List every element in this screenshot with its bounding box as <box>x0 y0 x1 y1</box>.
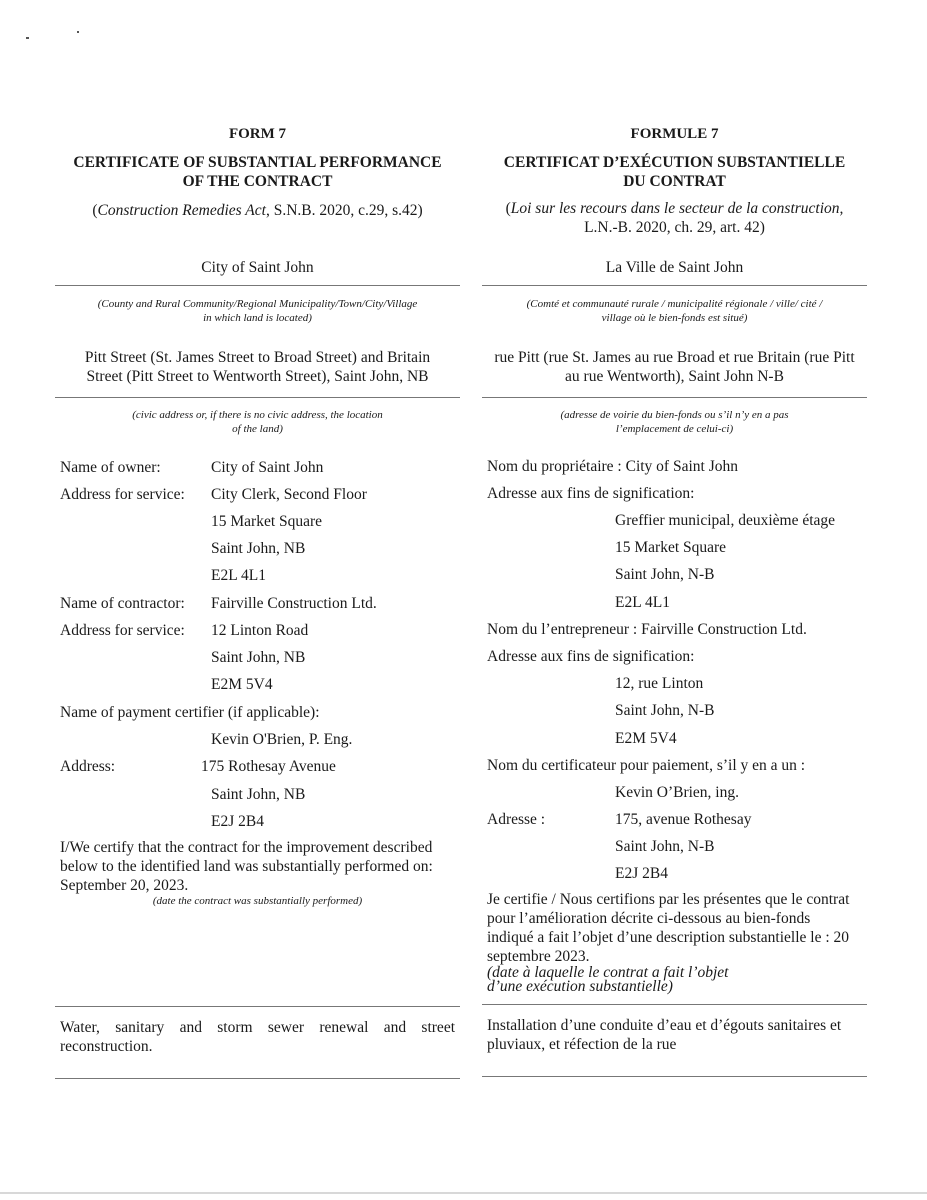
contractor-address-line-1: 12 Linton Road <box>211 622 309 639</box>
municipality-value: City of Saint John <box>201 259 314 276</box>
improvement-description: Water, sanitary and storm sewer renewal and street reconstruction. <box>60 1019 455 1055</box>
certifier-value: Kevin O'Brien, P. Eng. <box>211 731 353 748</box>
certification-line-3: indiqué a fait l’objet d’une description substantielle le : 20 <box>487 929 850 946</box>
certifier-address-line-1: 175, avenue Rothesay <box>615 811 752 828</box>
certification-date: septembre 2023. <box>487 948 590 965</box>
owner-address-label: Adresse aux fins de signification: <box>487 485 695 502</box>
certifier-address-line-2: Saint John, NB <box>211 786 306 803</box>
owner-address-label: Address for service: <box>60 486 185 503</box>
field-rule <box>55 1078 460 1079</box>
location-line-1: rue Pitt (rue St. James au rue Broad et rue Britain (rue Pitt <box>494 349 855 366</box>
owner-line: Nom du propriétaire : City of Saint John <box>487 458 738 475</box>
act-citation: , S.N.B. 2020, c.29, s.42) <box>265 202 423 219</box>
contractor-address-line-1: 12, rue Linton <box>615 675 704 692</box>
act-title: Loi sur les recours dans le secteur de la construction, <box>510 200 844 217</box>
certificate-title-line-2: OF THE CONTRACT <box>182 173 333 190</box>
certificate-title-line-1: CERTIFICATE OF SUBSTANTIAL PERFORMANCE <box>73 154 442 171</box>
field-rule <box>55 285 460 286</box>
owner-label: Name of owner: <box>60 459 161 476</box>
improvement-line-1: Installation d’une conduite d’eau et d’égouts sanitaires et <box>487 1017 842 1034</box>
certification-date-note-2: d’une exécution substantielle) <box>487 978 673 995</box>
municipality-note-1: (County and Rural Community/Regional Municipality/Town/City/Village <box>97 298 418 310</box>
contractor-label: Name of contractor: <box>60 595 185 612</box>
certification-date: September 20, 2023. <box>60 877 189 894</box>
act-title: Construction Remedies Act <box>97 202 266 219</box>
certifier-address-line-3: E2J 2B4 <box>615 865 668 882</box>
location-note-1: (adresse de voirie du bien-fonds ou s’il n’y en a pas <box>560 409 789 421</box>
certification-date-note: (date the contract was substantially performed) <box>152 895 363 907</box>
english-column <box>55 0 460 1200</box>
owner-address-line-4: E2L 4L1 <box>615 594 670 611</box>
certifier-address-line-2: Saint John, N-B <box>615 838 715 855</box>
owner-address-line-2: 15 Market Square <box>615 539 727 556</box>
municipality-note-1: (Comté et communauté rurale / municipalité régionale / ville/ cité / <box>526 298 823 310</box>
form-title: FORM 7 <box>228 126 287 142</box>
act-reference: (Construction Remedies Act, S.N.B. 2020, c.29, s.42) <box>92 202 423 219</box>
field-rule <box>482 285 867 286</box>
contractor-address-line-2: Saint John, N-B <box>615 702 715 719</box>
municipality-note-2: in which land is located) <box>203 312 312 324</box>
municipality-note-2: village où le bien-fonds est situé) <box>601 312 748 324</box>
certification-line-2: pour l’amélioration décrite ci-dessous au bien-fonds <box>487 910 811 927</box>
owner-address-line-3: Saint John, N-B <box>615 566 715 583</box>
location-line-2: au rue Wentworth), Saint John N-B <box>565 368 784 385</box>
field-rule <box>482 1004 867 1005</box>
certification-line-1: I/We certify that the contract for the improvement described <box>60 839 433 856</box>
certification-line-2: below to the identified land was substantially performed on: <box>60 858 433 875</box>
field-rule <box>482 397 867 398</box>
contractor-address-label: Address for service: <box>60 622 185 639</box>
act-reference-line-1: (Loi sur les recours dans le secteur de la construction, <box>505 200 844 217</box>
certifier-label: Name of payment certifier (if applicable): <box>60 704 320 721</box>
contractor-address-line-3: E2M 5V4 <box>615 730 677 747</box>
municipality-value: La Ville de Saint John <box>605 259 744 276</box>
certificate-title-line-2: DU CONTRAT <box>623 173 726 190</box>
contractor-line: Nom du l’entrepreneur : Fairville Construction Ltd. <box>487 621 807 638</box>
owner-address-line-4: E2L 4L1 <box>211 567 266 584</box>
location-line-2: Street (Pitt Street to Wentworth Street), Saint John, NB <box>86 368 429 385</box>
certifier-address-line-3: E2J 2B4 <box>211 813 264 830</box>
owner-address-line-1: Greffier municipal, deuxième étage <box>615 512 836 529</box>
owner-address-line-1: City Clerk, Second Floor <box>211 486 367 503</box>
field-rule <box>55 397 460 398</box>
owner-address-line-3: Saint John, NB <box>211 540 306 557</box>
contractor-address-label: Adresse aux fins de signification: <box>487 648 695 665</box>
certifier-address-line-1: 175 Rothesay Avenue <box>201 758 336 775</box>
field-rule <box>482 1076 867 1077</box>
location-note-2: of the land) <box>232 423 283 435</box>
location-note-2: l’emplacement de celui-ci) <box>615 423 734 435</box>
certification-date-note-1: (date à laquelle le contrat a fait l’objet <box>487 964 729 981</box>
scan-bottom-edge <box>0 1192 927 1194</box>
certifier-value: Kevin O’Brien, ing. <box>615 784 739 801</box>
location-note-1: (civic address or, if there is no civic address, the location <box>132 409 383 421</box>
improvement-line-2: pluviaux, et réfection de la rue <box>487 1036 677 1053</box>
act-reference-line-2: L.N.-B. 2020, ch. 29, art. 42) <box>584 219 765 236</box>
contractor-address-line-2: Saint John, NB <box>211 649 306 666</box>
location-line-1: Pitt Street (St. James Street to Broad Street) and Britain <box>84 349 431 366</box>
french-column <box>482 0 867 1200</box>
owner-address-line-2: 15 Market Square <box>211 513 323 530</box>
certifier-address-label: Adresse : <box>487 811 546 828</box>
certification-line-1: Je certifie / Nous certifions par les présentes que le contrat <box>487 891 850 908</box>
contractor-value: Fairville Construction Ltd. <box>211 595 377 612</box>
scan-speck <box>26 37 29 39</box>
certificate-title-line-1: CERTIFICAT D’EXÉCUTION SUBSTANTIELLE <box>503 154 846 171</box>
certifier-address-label: Address: <box>60 758 116 775</box>
certifier-label: Nom du certificateur pour paiement, s’il y en a un : <box>487 757 806 774</box>
contractor-address-line-3: E2M 5V4 <box>211 676 273 693</box>
owner-value: City of Saint John <box>211 459 324 476</box>
form-title: FORMULE 7 <box>630 126 719 142</box>
field-rule <box>55 1006 460 1007</box>
